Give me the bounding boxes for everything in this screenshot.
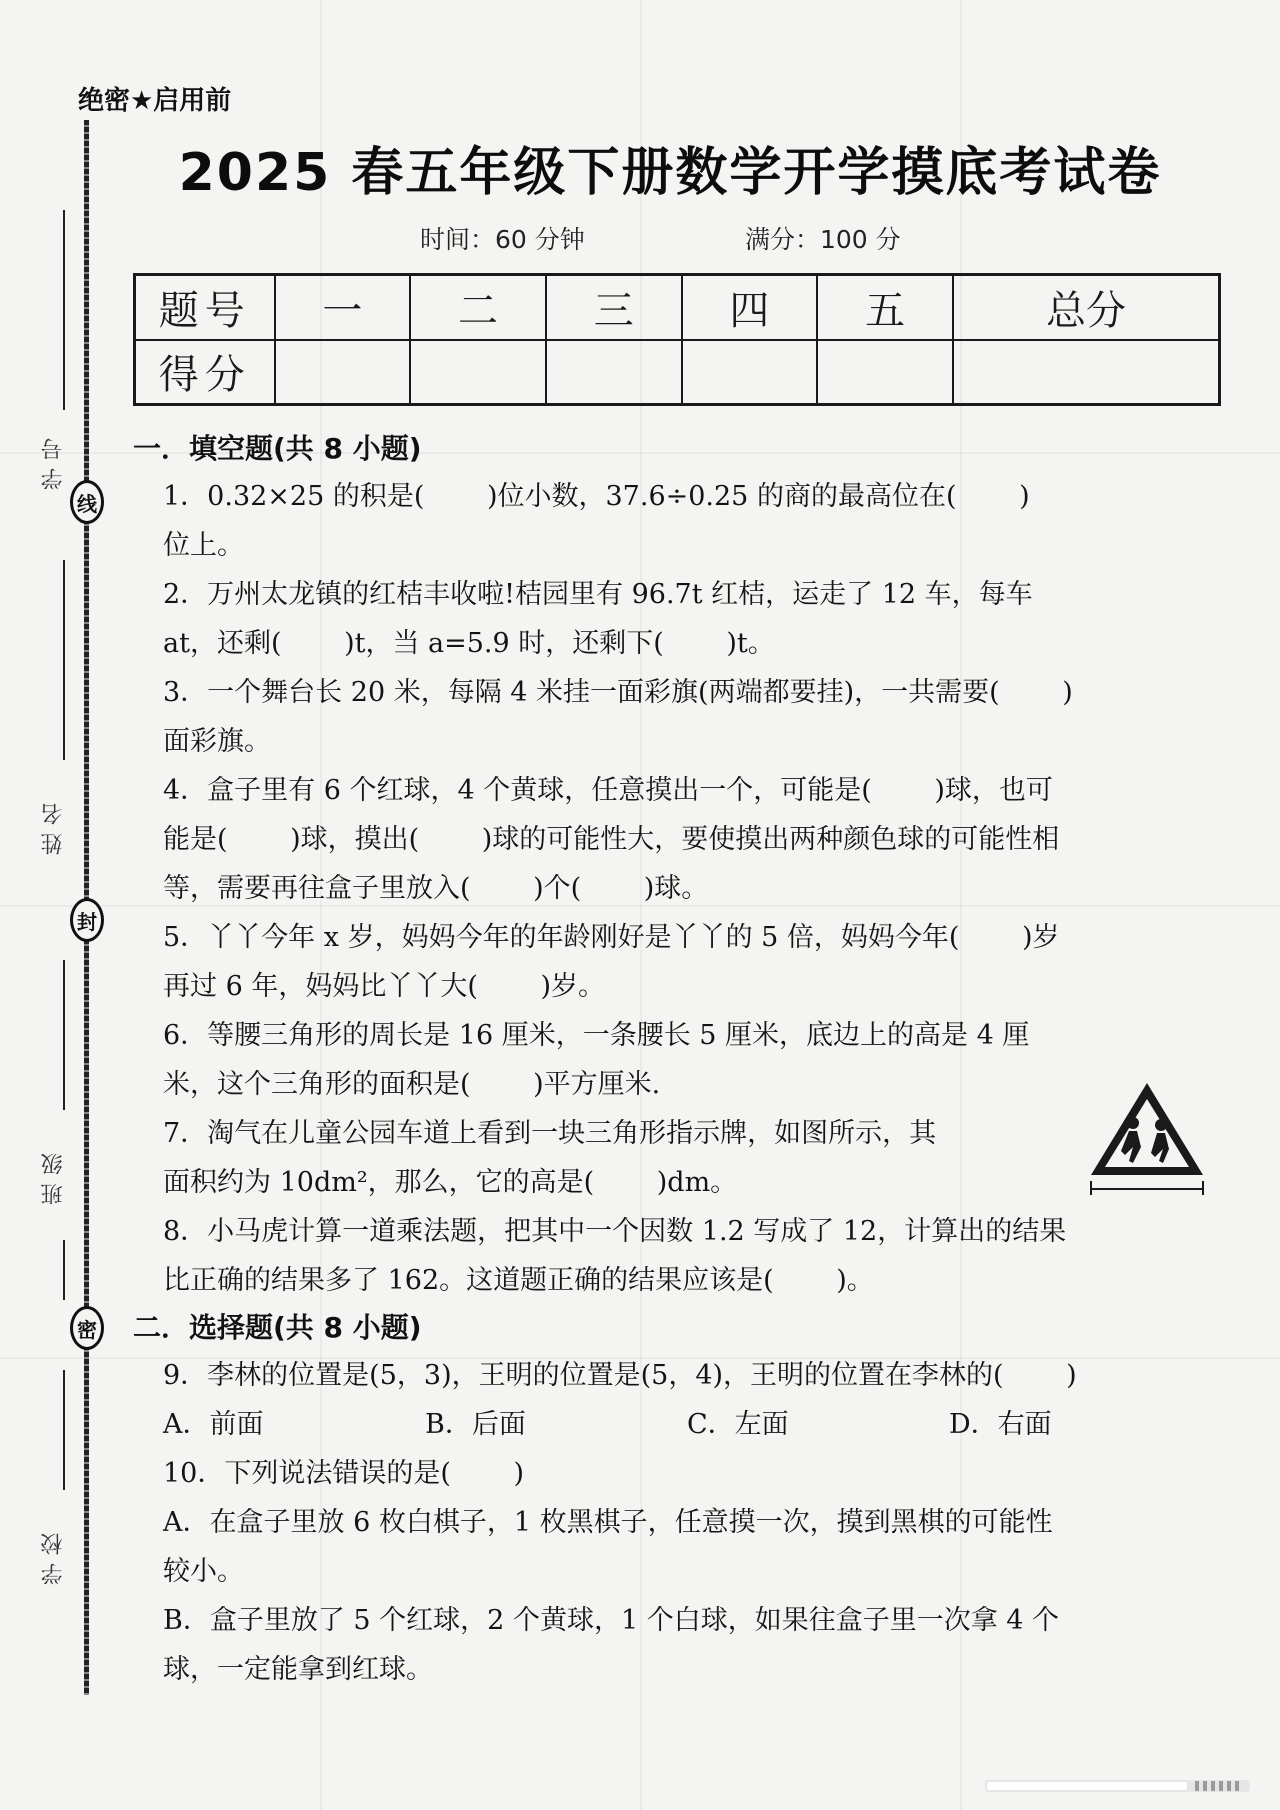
question-line: 3．一个舞台长 20 米，每隔 4 米挂一面彩旗(两端都要挂)，一共需要( ) [163, 677, 1073, 708]
answer-options [133, 1400, 1213, 1449]
table-cell: 三 [546, 275, 682, 340]
seal-xian: 线 [70, 480, 104, 524]
table-row [135, 275, 1220, 340]
binding-margin [0, 0, 140, 1810]
table-cell: 五 [817, 275, 953, 340]
question-line: 等，需要再往盒子里放入( )个( )球。 [163, 873, 709, 904]
section-title: 一．填空题(共 8 小题) [133, 432, 422, 465]
question-line: 比正确的结果多了 162。这道题正确的结果应该是( )。 [163, 1265, 874, 1296]
option-d: D．右面 [949, 1409, 1052, 1440]
score-input-cell[interactable] [410, 340, 546, 405]
table-cell: 四 [682, 275, 818, 340]
table-cell: 一 [275, 275, 411, 340]
binding-rule [63, 560, 65, 760]
question-line: 米，这个三角形的面积是( )平方厘米. [163, 1069, 661, 1100]
binding-rule [63, 210, 65, 410]
exam-time: 时间：60 分钟 [420, 225, 585, 254]
question-line: B．盒子里放了 5 个红球，2 个黄球，1 个白球，如果往盒子里一次拿 4 个 [163, 1605, 1060, 1636]
option-c: C．左面 [687, 1409, 789, 1440]
score-input-cell[interactable] [682, 340, 818, 405]
table-cell: 二 [410, 275, 546, 340]
table-cell: 得分 [135, 340, 275, 405]
question-line: 面彩旗。 [163, 726, 271, 757]
binding-rule [63, 1370, 65, 1490]
question-line: 4．盒子里有 6 个红球，4 个黄球，任意摸出一个，可能是( )球，也可 [163, 775, 1053, 806]
option-b: B．后面 [425, 1409, 526, 1440]
question-line: A．在盒子里放 6 枚白棋子，1 枚黑棋子，任意摸一次，摸到黑棋的可能性 [163, 1507, 1053, 1538]
question-line: 10．下列说法错误的是( ) [163, 1458, 525, 1489]
question-line: 1．0.32×25 的积是( )位小数，37.6÷0.25 的商的最高位在( ) [163, 481, 1030, 512]
binding-label-student-id: 学号 [41, 430, 66, 490]
question-line: 7．淘气在儿童公园车道上看到一块三角形指示牌，如图所示，其 [163, 1118, 937, 1149]
question-line: 能是( )球，摸出( )球的可能性大，要使摸出两种颜色球的可能性相 [163, 824, 1060, 855]
score-input-cell[interactable] [817, 340, 953, 405]
question-line: 位上。 [163, 530, 244, 561]
question-line: 8．小马虎计算一道乘法题，把其中一个因数 1.2 写成了 12，计算出的结果 [163, 1216, 1067, 1247]
table-cell: 题号 [135, 275, 275, 340]
binding-rule [63, 1240, 65, 1300]
questions [133, 426, 1213, 1694]
page-title: 2025 春五年级下册数学开学摸底考试卷 [178, 143, 1162, 203]
binding-label-school: 学校 [41, 1525, 66, 1585]
section-title: 二．选择题(共 8 小题) [133, 1311, 422, 1344]
question-line: 面积约为 10dm²，那么，它的高是( )dm。 [163, 1167, 738, 1198]
seal-mi: 密 [70, 1306, 104, 1350]
question-line: at，还剩( )t，当 a=5.9 时，还剩下( )t。 [163, 628, 775, 659]
score-table [133, 273, 1221, 406]
table-row [135, 340, 1220, 405]
question-line: 9．李林的位置是(5，3)，王明的位置是(5，4)，王明的位置在李林的( ) [163, 1360, 1077, 1391]
school-crossing-sign-icon [1085, 1075, 1210, 1200]
question-line: 5．丫丫今年 x 岁，妈妈今年的年龄刚好是丫丫的 5 倍，妈妈今年( )岁 [163, 922, 1060, 953]
seal-feng: 封 [70, 898, 104, 942]
binding-rule [63, 960, 65, 1110]
score-input-cell[interactable] [953, 340, 1220, 405]
question-line: 较小。 [163, 1556, 244, 1587]
binding-label-name: 姓名 [41, 795, 66, 855]
binding-label-class: 班级 [41, 1145, 66, 1205]
question-line: 6．等腰三角形的周长是 16 厘米，一条腰长 5 厘米，底边上的高是 4 厘 [163, 1020, 1030, 1051]
score-input-cell[interactable] [275, 340, 411, 405]
question-line: 再过 6 年，妈妈比丫丫大( )岁。 [163, 971, 605, 1002]
confidential-label: 绝密★启用前 [78, 86, 232, 116]
option-a: A．前面 [163, 1409, 264, 1440]
score-input-cell[interactable] [546, 340, 682, 405]
question-line: 2．万州太龙镇的红桔丰收啦!桔园里有 96.7t 红桔，运走了 12 车，每车 [163, 579, 1033, 610]
scroll-indicator-icon [985, 1778, 1250, 1794]
question-line: 球，一定能拿到红球。 [163, 1654, 433, 1685]
table-cell: 总分 [953, 275, 1220, 340]
full-score: 满分：100 分 [745, 225, 901, 254]
